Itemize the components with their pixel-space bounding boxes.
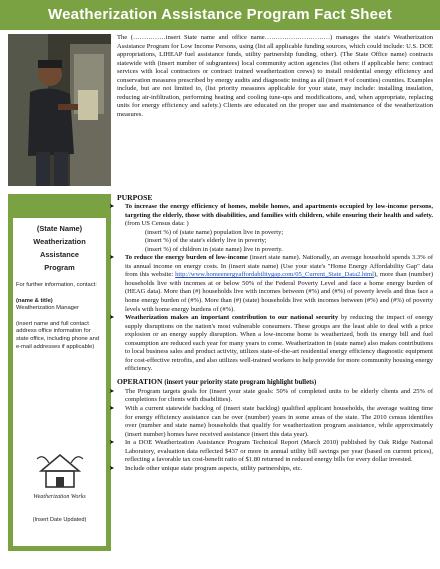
date-updated: (Insert Date Updated) bbox=[32, 517, 87, 523]
operation-item bbox=[109, 439, 433, 465]
purpose-item-text: (from US Census data: ) bbox=[125, 220, 189, 228]
contact-sidebar bbox=[8, 194, 111, 551]
purpose-heading: PURPOSE bbox=[117, 193, 153, 202]
operation-heading-label: OPERATION bbox=[117, 376, 163, 386]
stat-line: (insert %) of children in (state name) live in poverty. bbox=[145, 245, 283, 253]
operation-item-text: The Program targets goals for (insert your state goals: 50% of completed units to be elderly clients and 25% of completions for clients with disabilities). bbox=[125, 387, 433, 404]
operation-item bbox=[109, 464, 433, 474]
arrow-bullet-icon: ➤ bbox=[109, 203, 115, 210]
intro-paragraph: The (……………insert State name and office name…………………………) manages the state's Weatherization Assistance Program for Low Income Persons, using (list all applicable funding sources, which could include: U.S. DOE appropriations, LIHEAP fuel assistance funds, utility partnership funding, other). (The State Office name) contracts statewide with (insert number of subgrantees) local community action agencies (list others if applicable here: contract services with local contractors or contract trained weatherization crews) to install residential energy efficiency and conservation measures prescribed by energy audits and diagnostic testing as all (insert # of counties) counties. Examples include, but are not limited to, (list priority measures applicable for your state, may include: installing insulation, reducing air-infiltration, performing heating and cooling tune-ups and modifications, and, when appropriate, replacing units for energy efficiency and safety.) Clients are educated on the proper use and maintenance of the weatherization measures. bbox=[117, 34, 433, 118]
purpose-item bbox=[109, 314, 433, 374]
weatherization-logo-icon bbox=[35, 451, 85, 491]
stat-line: (insert %) of (state name) population live in poverty; bbox=[145, 228, 284, 236]
page-title: Weatherization Assistance Program Fact Sheet bbox=[48, 6, 392, 23]
arrow-bullet-icon: ➤ bbox=[109, 439, 115, 447]
contact-role: Weatherization Manager bbox=[16, 305, 80, 312]
arrow-bullet-icon: ➤ bbox=[109, 387, 115, 395]
arrow-bullet-icon: ➤ bbox=[109, 464, 115, 472]
operation-item bbox=[109, 405, 433, 439]
worker-photo bbox=[8, 34, 111, 186]
operation-item-text: In a DOE Weatherization Assistance Program Technical Report (March 2010) published by Oak Ridge National Laboratory, evaluation data reflected $437 or more in annual utility bill savings per year (based on current prices), reflecting a favorable tax cost-benefit ratio of $1.80 returned in reduced energy bills for every dollar invested. bbox=[125, 439, 433, 464]
purpose-item-bold: Weatherization makes an important contribution to our national security bbox=[125, 314, 339, 322]
sidebar-panel bbox=[13, 218, 106, 546]
contact-name-title: (name & title) bbox=[16, 297, 53, 304]
operation-item-text: Include other unique state program aspects, utility partnerships, etc. bbox=[125, 464, 303, 472]
purpose-item-text: by reducing the impact of energy supply disruptions on the nation's most vulnerable consumers. These groups are the least able to deal with a price explosion or an energy supply disruption. When a low-income home is weatherized, both its energy bill and fuel consumption are reduced each year for many years to come. Weatherization in (state name) also makes contributions to local business sales and product activity, utilizes state-of-the-art residential energy efficiency diagnostic equipment for cost-effective retrofits, and also utilizes well-trained workers to help provide for more community housing energy efficiency. bbox=[125, 314, 433, 373]
heag-link[interactable]: http://www.homeenergyaffordabilitygap.com/05_Current_State_Data2.html bbox=[175, 271, 374, 279]
operation-heading bbox=[117, 377, 433, 388]
sidebar-title bbox=[13, 218, 106, 274]
purpose-item bbox=[109, 203, 433, 229]
sidebar-title-line: Assistance bbox=[39, 250, 80, 259]
main-content bbox=[109, 193, 434, 473]
arrow-bullet-icon: ➤ bbox=[109, 254, 115, 262]
purpose-item-bold: To increase the energy efficiency of homes, mobile homes, and apartments occupied by low-income persons, targeting the elderly, those with disabilities, and families with children, while ensuring their health and safety. bbox=[125, 203, 433, 219]
sidebar-title-line: (State Name) bbox=[36, 224, 83, 233]
contact-note: (insert name and full contact address office information for state office, including phone and e-mail addresses if applicable) bbox=[16, 320, 100, 350]
sidebar-title-line: Program bbox=[44, 263, 75, 272]
arrow-bullet-icon: ➤ bbox=[109, 405, 115, 413]
purpose-item-bold: To reduce the energy burden of low-income bbox=[125, 254, 248, 262]
operation-heading-note: (insert your priority state program highlight bullets) bbox=[164, 378, 317, 386]
purpose-item bbox=[109, 254, 434, 314]
logo-caption: Weatherization Works bbox=[33, 494, 86, 500]
purpose-item-text: ), more than (number) households live with incomes at or below 50% of the Federal Poverty Level and face a home energy burden of (HEAG data). More than (#) households live with incomes between (#%) and (#%) of poverty levels and thus face a home energy burden of (#%). More than (#) (state) households live with incomes between (#%) and (#%) of poverty levels with home energy burdens of (#%). bbox=[125, 271, 433, 313]
operation-item-text: With a current statewide backlog of (insert state backlog) qualified applicant households, the average waiting time for energy efficiency assistance can be over (number) years in some areas of the state. The 2010 census identifies over (number and state name) households that qualify for weatherization program assistance, while approximately (insert number) homes have received assistance (insert this data year). bbox=[125, 405, 433, 438]
title-banner bbox=[0, 0, 440, 30]
stat-line: (insert %) of the state's elderly live in poverty; bbox=[145, 237, 267, 245]
info-label: For further information, contact: bbox=[16, 282, 97, 288]
sidebar-title-line: Weatherization bbox=[33, 237, 86, 246]
worker-photo-image bbox=[8, 34, 111, 186]
arrow-bullet-icon: ➤ bbox=[109, 314, 115, 322]
purpose-item-text: (insert state name). Nationally, an average household spends 3.3% of its annual income on energy costs. In (insert state name) (Use your state's "Home Energy Affordability Gap" data from this website: bbox=[125, 254, 434, 279]
operation-item bbox=[109, 387, 433, 405]
